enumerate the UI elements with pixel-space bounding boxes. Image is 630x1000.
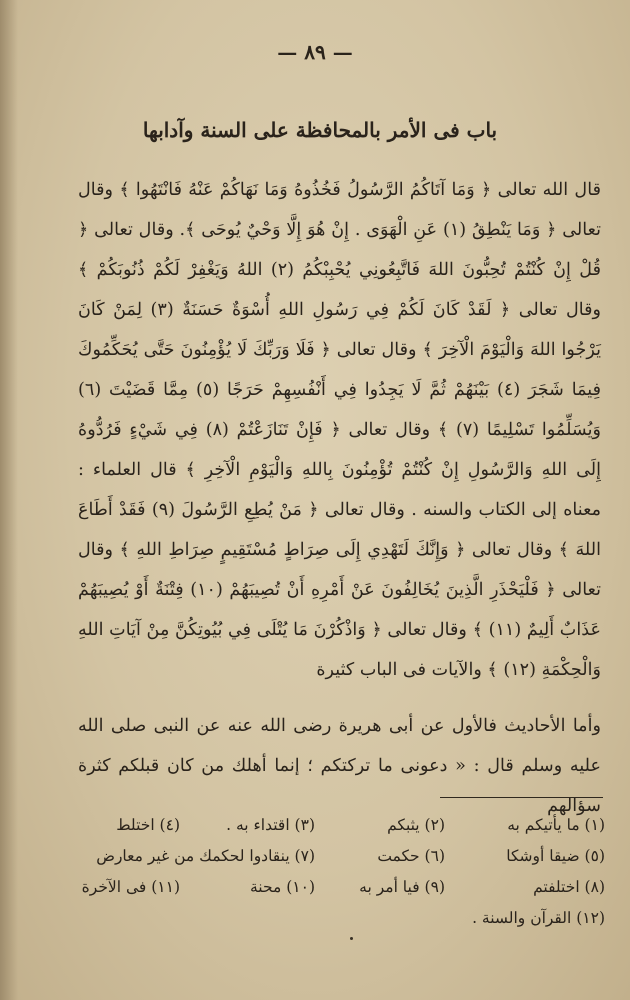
chapter-title: باب فى الأمر بالمحافظة على السنة وآدابها	[142, 118, 498, 142]
footnote-3: (٣) اقتداء به .	[226, 816, 315, 834]
footnote-2: (٢) يثبكم	[387, 816, 445, 834]
footnote-1: (١) ما يأتيكم به	[507, 816, 605, 834]
footnote-10: (١٠) محنة	[250, 878, 315, 896]
main-text	[78, 170, 601, 826]
footnote-12: (١٢) القرآن والسنة .	[472, 909, 605, 927]
footnote-8: (٨) اختلفتم	[533, 878, 605, 896]
footnote-row	[80, 903, 605, 934]
page-shadow	[0, 0, 18, 1000]
footnote-4: (٤) اختلط	[116, 816, 180, 834]
footnotes	[80, 810, 605, 934]
footnote-6: (٦) حكمت	[377, 847, 445, 865]
page-number: — ٨٩ —	[277, 40, 353, 64]
footnote-row	[80, 810, 605, 841]
footnote-separator	[440, 797, 603, 798]
paragraph-verses: قال الله تعالى ﴿ وَمَا آتَاكُمُ الرَّسُولُ فَخُذُوهُ وَمَا نَهَاكُمْ عَنْهُ فَانْتَهُوا ﴾ وقال تعالى ﴿ وَمَا يَنْطِقُ (١) عَنِ الْهَوَى . إِنْ هُوَ إِلَّا وَحْيٌ يُوحَى ﴾. وقال تعالى ﴿ قُلْ إِنْ كُنْتُمْ تُحِبُّونَ اللهَ فَاتَّبِعُونِي يُحْبِبْكُمُ (٢) اللهُ وَيَغْفِرْ لَكُمْ ذُنُوبَكُمْ ﴾ وقال تعالى ﴿ لَقَدْ كَانَ لَكُمْ فِي رَسُولِ اللهِ أُسْوَةٌ حَسَنَةٌ (٣) لِمَنْ كَانَ يَرْجُوا اللهَ وَالْيَوْمَ الْآخِرَ ﴾ وقال تعالى ﴿ فَلَا وَرَبِّكَ لَا يُؤْمِنُونَ حَتَّى يُحَكِّمُوكَ فِيمَا شَجَرَ (٤) بَيْنَهُمْ ثُمَّ لَا يَجِدُوا فِي أَنْفُسِهِمْ حَرَجًا (٥) مِمَّا قَضَيْتَ (٦) وَيُسَلِّمُوا تَسْلِيمًا (٧) ﴾ وقال تعالى ﴿ فَإِنْ تَنَازَعْتُمْ (٨) فِي شَيْءٍ فَرُدُّوهُ إِلَى اللهِ وَالرَّسُولِ إِنْ كُنْتُمْ تُؤْمِنُونَ بِاللهِ وَالْيَوْمِ الْآخِرِ ﴾ قال العلماء : معناه إلى الكتاب والسنه . وقال تعالى ﴿ مَنْ يُطِعِ الرَّسُولَ (٩) فَقَدْ أَطَاعَ اللهَ ﴾ وقال تعالى ﴿ وَإِنَّكَ لَتَهْدِي إِلَى صِرَاطٍ مُسْتَقِيمٍ صِرَاطِ اللهِ ﴾ وقال تعالى ﴿ فَلْيَحْذَرِ الَّذِينَ يُخَالِفُونَ عَنْ أَمْرِهِ أَنْ تُصِيبَهُمْ (١٠) فِتْنَةٌ أَوْ يُصِيبَهُمْ عَذَابٌ أَلِيمٌ (١١) ﴾ وقال تعالى ﴿ وَاذْكُرْنَ مَا يُتْلَى فِي بُيُوتِكُنَّ مِنْ آيَاتِ اللهِ وَالْحِكْمَةِ (١٢) ﴾ والآيات فى الباب كثيرة	[78, 180, 602, 680]
footnote-7: (٧) ينقادوا لحكمك من غير معارض	[96, 847, 315, 865]
footnote-row	[80, 872, 605, 903]
paragraph-hadith: وأما الأحاديث فالأول عن أبى هريرة رضى الله عنه عن النبى صلى الله عليه وسلم قال : « دعونى ما تركتكم ؛ إنما أهلك من كان قبلكم كثرة سؤالهم	[78, 716, 601, 816]
footnote-11: (١١) فى الآخرة	[81, 878, 180, 896]
footnote-9: (٩) فيا أمر به	[359, 878, 445, 896]
footnote-5: (٥) ضيقا أوشكا	[506, 847, 605, 865]
ink-speck	[350, 937, 353, 940]
footnote-row	[80, 841, 605, 872]
